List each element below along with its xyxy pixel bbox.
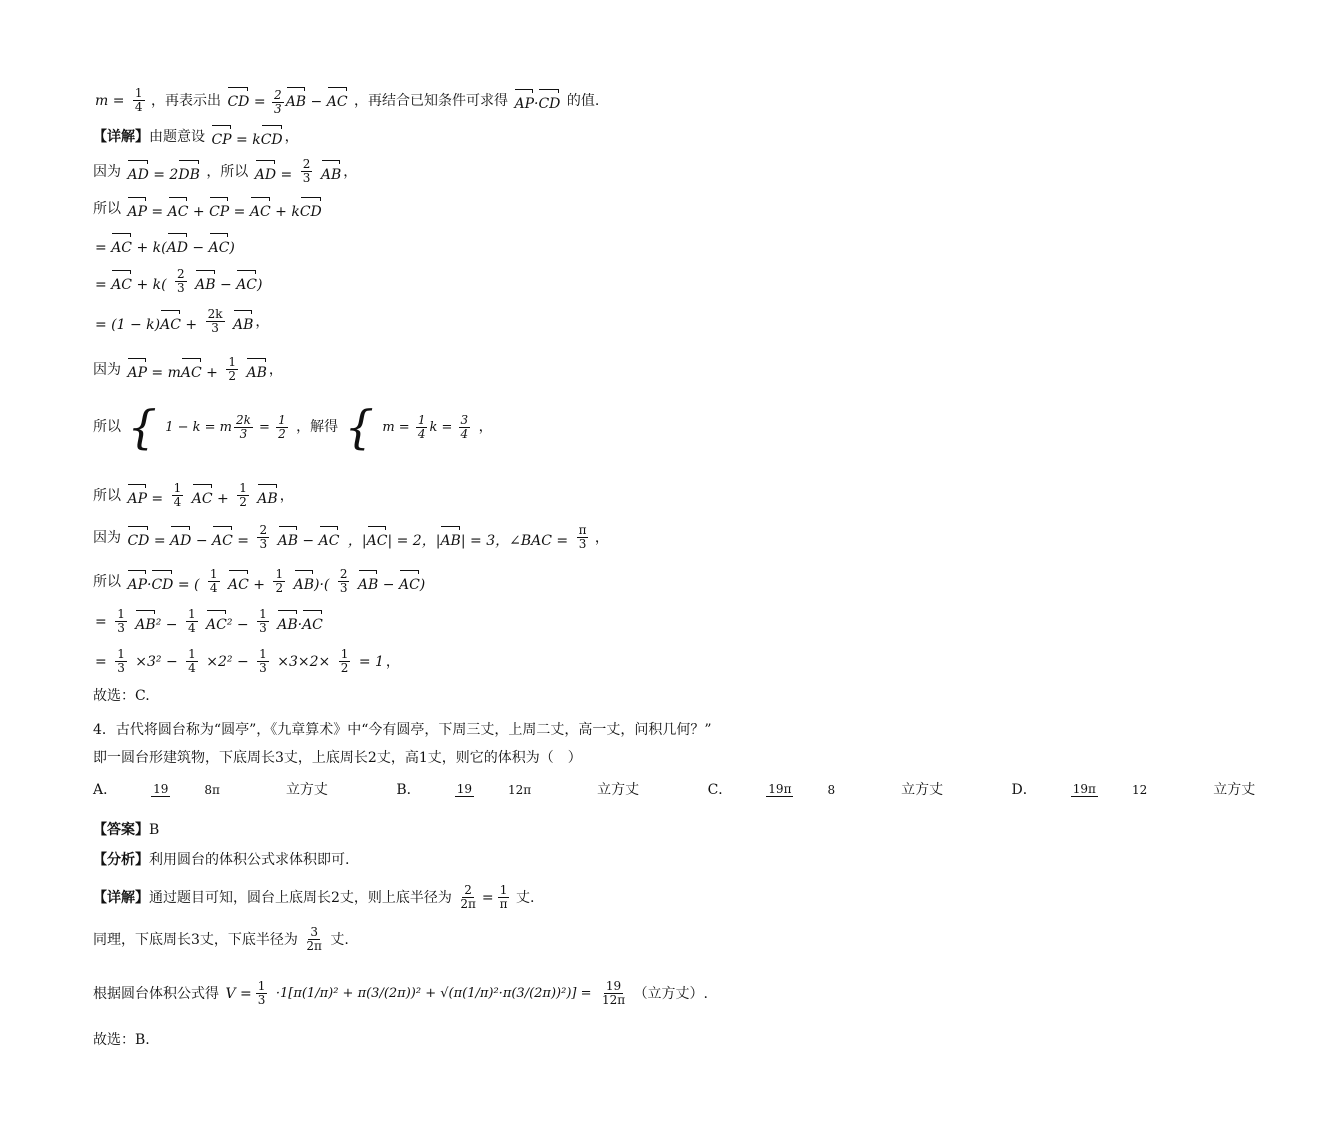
analysis-tag: 【分析】 [93,852,149,868]
fraction: $\frac{\pi}{3}$ [578,523,587,551]
fraction: $\frac{2}{3}$ [177,267,185,295]
fraction: $\frac{1}{4}$ [134,86,143,115]
question-text: 即一圆台形建筑物，下底周长3丈，上底周长2丈，高1丈，则它的体积为（ ） [93,750,582,766]
text: ，所以 [206,163,249,180]
math: CP = kCD [211,124,282,150]
math: AD = 2DB [127,159,199,185]
option-c: C． 19π 8 立方丈 [707,782,944,798]
math: AB² − [135,609,177,635]
solution-line-7 [93,308,269,335]
option-a: A． 19 8π 立方丈 [93,782,328,798]
fraction: $\frac{1}{2}$ [275,567,284,595]
fraction: $\frac{2}{3}$ [339,567,348,595]
math: AP·CD = ( [127,569,199,595]
text: 所以 [93,201,121,217]
text: 故选：C. [93,688,150,704]
text: ， [594,529,609,546]
text: 因为 [93,163,121,180]
solution-line-10 [93,482,294,509]
math: AD = [255,159,293,185]
solution-line-5 [93,232,237,258]
solution-line-2 [93,124,299,150]
answer-value: B [149,822,160,838]
math: AB − AC) [358,569,425,595]
math: AB [246,357,266,383]
text: ，再结合已知条件可求得 [354,92,509,109]
text: ， [478,419,493,435]
text: 由题意设 [149,129,205,145]
question-text: 4．古代将圆台称为“圆亭”，《九章算术》中“今有圆亭，下周三丈，上周二丈，高一丈，问积几何？” [93,722,712,738]
math: AB − AC [278,525,340,551]
brace: { [344,400,374,454]
fraction: $\frac{1}{4}$ [173,481,182,509]
solution-line-15 [93,686,150,706]
text: 因为 [93,529,121,546]
solution-line-8 [93,356,283,383]
equation-system-1: 1 − k = m $\frac{2k}{3}$ = $\frac{1}{2}$ [165,412,286,441]
text: 因为 [93,361,121,378]
math: AC² − [206,609,249,635]
fraction: $\frac{2}{3}$ [302,157,311,185]
solution-line-6 [93,268,264,295]
fraction: $\frac{1}{2}$ [228,355,236,383]
fraction: $\frac{1}{3}$ [259,607,267,635]
math: AB·AC [277,609,323,635]
question-4-options [93,780,1319,800]
text: ，解得 [296,419,339,435]
math: = [95,653,107,670]
text: ， [268,361,283,378]
math: AP = [127,483,163,509]
solution-line-9 [93,400,493,454]
equation-system-2: m = $\frac{1}{4}$ k = $\frac{3}{4}$ [382,412,469,441]
final-answer-line: 故选：B. [93,1032,150,1048]
math: = 1 [358,653,384,670]
fraction: $\frac{1}{3}$ [117,607,125,635]
fraction: $\frac{1}{4}$ [187,607,196,635]
math: AB − AC) [195,269,262,295]
text: 所以 [93,419,121,435]
math: ×2² − [206,653,249,670]
fraction: $\frac{1}{3}$ [259,647,267,675]
math: = AC + k(AD − AC) [95,232,235,258]
math: = [95,613,107,630]
math: ×3² − [135,653,178,670]
math-m-equals: m = [95,92,125,109]
volume-formula: ·1[π(1/π)² + π(3/(2π))² + √(π(1/π)²·π(3/(2π))²)] = [275,985,592,1001]
solution-line-1 [93,86,599,116]
math: AP = mAC + [127,357,217,383]
question-4-line-2 [93,748,582,768]
solution-line-12 [93,568,427,595]
math: AP·CD [514,88,560,114]
math: AC + [192,483,229,509]
fraction: $\frac{1}{3}$ [117,647,125,675]
math: AB)·( [294,569,330,595]
text: 的值. [566,92,600,109]
fraction: $\frac{1}{4}$ [209,567,218,595]
answer-line [93,820,159,840]
option-b: B． 19 12π 立方丈 [396,782,640,798]
solution-line-11 [93,524,609,551]
math: ，|AC| = 2，|AB| = 3，∠BAC = [348,525,568,551]
fraction: $\frac{1}{2}$ [239,481,247,509]
text: ，再表示出 [151,92,222,109]
math: AB [321,159,341,185]
math: AB [257,483,277,509]
detail-line-2: 同理，下底周长3丈，下底半径为 $\frac{3}{2\pi}$ 丈. [93,925,349,953]
question-4-line-1 [93,720,712,740]
detail-tag: 【详解】 [93,129,149,145]
analysis-line [93,850,349,870]
math: AC + [228,569,265,595]
math: ×3×2× [277,653,331,670]
fraction: $\frac{1}{4}$ [188,647,196,675]
solution-line-4 [93,196,324,222]
solution-line-14 [93,648,400,675]
math: CD = AD − AC = [127,525,249,551]
detail-line-3: 根据圆台体积公式得 V = $\frac{1}{3}$ ·1[π(1/π)² + π(3/(2π))² + √(π(1/π)²·π(3/(2π))²)] = $\frac{19}{12\pi}$ （立方丈）. [93,979,709,1007]
math: CD = $\frac{2}{3}$ AB − AC [227,87,348,116]
answer-tag: 【答案】 [93,822,149,838]
brace: { [127,400,157,454]
option-d: D． 19π 12 立方丈 [1011,782,1256,798]
math: AB [233,309,253,335]
text: 所以 [93,487,121,504]
text: ， [284,129,299,145]
fraction: $\frac{2k}{3}$ [207,307,223,335]
math: AP = AC + CP = AC + kCD [127,196,321,222]
solution-line-3 [93,158,357,185]
detail-tag: 【详解】 [93,889,149,906]
detail-line-1: 【详解】通过题目可知，圆台上底周长2丈，则上底半径为 $\frac{2}{2\pi}$ = $\frac{1}{\pi}$ 丈. [93,883,535,911]
text: 所以 [93,573,121,590]
fraction: $\frac{1}{2}$ [340,647,349,675]
math: = (1 − k)AC + [95,309,197,335]
solution-line-13 [93,608,325,635]
math: = AC + k( [95,269,167,295]
text: ， [255,313,270,330]
analysis-text: 利用圆台的体积公式求体积即可. [149,852,350,868]
text: ， [385,653,400,670]
text: ， [343,163,358,180]
text: ， [279,487,294,504]
fraction: $\frac{2}{3}$ [259,523,268,551]
